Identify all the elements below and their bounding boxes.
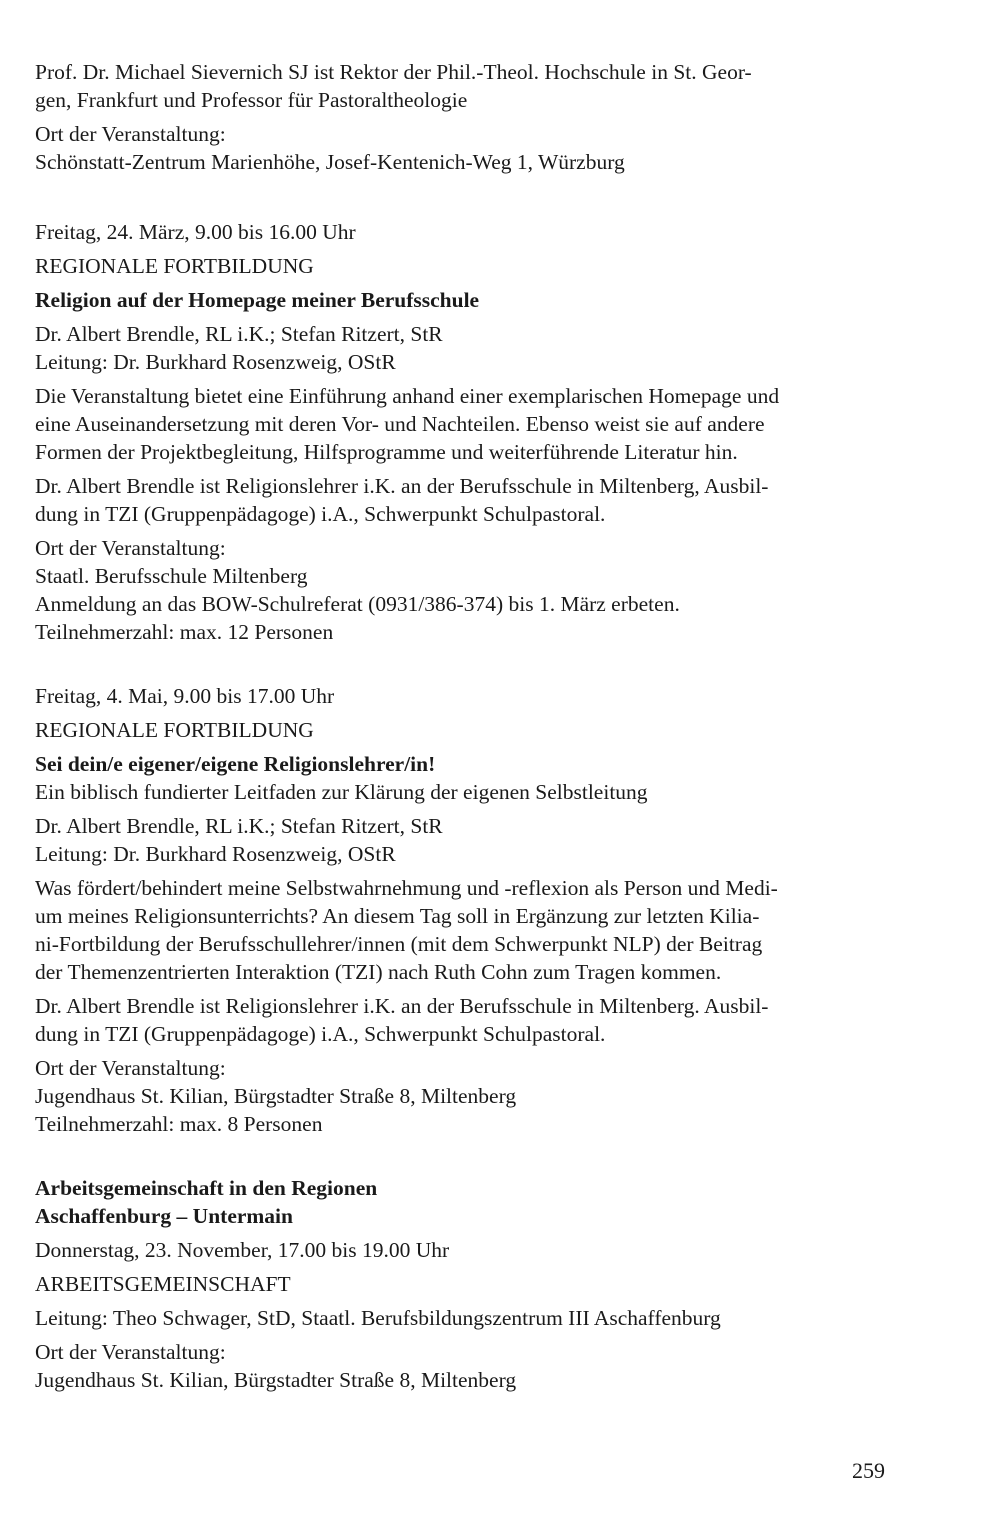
bio-line: Dr. Albert Brendle ist Religionslehrer i.K. an der Berufsschule in Miltenberg. Ausbil-	[35, 994, 769, 1018]
description-line: Was fördert/behindert meine Selbstwahrnehmung und -reflexion als Person und Medi-	[35, 876, 778, 900]
event-bio	[35, 472, 895, 528]
intro-bio-line: gen, Frankfurt und Professor für Pastoraltheologie	[35, 88, 468, 112]
event-date: Freitag, 24. März, 9.00 bis 16.00 Uhr	[35, 220, 356, 244]
event-leader: Leitung: Dr. Burkhard Rosenzweig, OStR	[35, 842, 396, 866]
event-description	[35, 382, 895, 466]
intro-bio-line: Prof. Dr. Michael Sievernich SJ ist Rektor der Phil.-Theol. Hochschule in St. Geor-	[35, 60, 752, 84]
bio-line: dung in TZI (Gruppenpädagoge) i.A., Schwerpunkt Schulpastoral.	[35, 1022, 606, 1046]
event-speakers: Dr. Albert Brendle, RL i.K.; Stefan Ritzert, StR	[35, 322, 443, 346]
venue-label: Ort der Veranstaltung:	[35, 536, 226, 560]
event-title: Religion auf der Homepage meiner Berufsschule	[35, 288, 480, 312]
intro-bio	[35, 58, 895, 114]
event-date: Freitag, 4. Mai, 9.00 bis 17.00 Uhr	[35, 684, 335, 708]
event-speakers: Dr. Albert Brendle, RL i.K.; Stefan Ritzert, StR	[35, 814, 443, 838]
event-leader: Leitung: Theo Schwager, StD, Staatl. Berufsbildungszentrum III Aschaffenburg	[35, 1306, 721, 1330]
venue-text: Staatl. Berufsschule Miltenberg	[35, 564, 308, 588]
section-heading-line: Arbeitsgemeinschaft in den Regionen	[35, 1176, 378, 1200]
section-heading-line: Aschaffenburg – Untermain	[35, 1204, 293, 1228]
event3	[35, 1236, 895, 1394]
registration-note: Anmeldung an das BOW-Schulreferat (0931/386-374) bis 1. März erbeten.	[35, 592, 680, 616]
description-line: Die Veranstaltung bietet eine Einführung anhand einer exemplarischen Homepage und	[35, 384, 780, 408]
event-category: ARBEITSGEMEINSCHAFT	[35, 1272, 291, 1296]
description-line: eine Auseinandersetzung mit deren Vor- und Nachteilen. Ebenso weist sie auf andere	[35, 412, 765, 436]
event-bio	[35, 992, 895, 1048]
description-line: Formen der Projektbegleitung, Hilfsprogramme und weiterführende Literatur hin.	[35, 440, 738, 464]
document-page	[35, 58, 895, 1400]
event1	[35, 218, 895, 646]
event-date: Donnerstag, 23. November, 17.00 bis 19.00 Uhr	[35, 1238, 450, 1262]
event-category: REGIONALE FORTBILDUNG	[35, 718, 314, 742]
venue-label: Ort der Veranstaltung:	[35, 122, 226, 146]
intro-venue	[35, 120, 895, 176]
participants-note: Teilnehmerzahl: max. 8 Personen	[35, 1112, 323, 1136]
venue-label: Ort der Veranstaltung:	[35, 1056, 226, 1080]
participants-note: Teilnehmerzahl: max. 12 Personen	[35, 620, 334, 644]
venue-label: Ort der Veranstaltung:	[35, 1340, 226, 1364]
bio-line: Dr. Albert Brendle ist Religionslehrer i.K. an der Berufsschule in Miltenberg, Ausbil-	[35, 474, 769, 498]
event2	[35, 682, 895, 1138]
page-number: 259	[852, 1458, 885, 1483]
description-line: der Themenzentrierten Interaktion (TZI) nach Ruth Cohn zum Tragen kommen.	[35, 960, 722, 984]
event-subtitle: Ein biblisch fundierter Leitfaden zur Klärung der eigenen Selbstleitung	[35, 780, 648, 804]
bio-line: dung in TZI (Gruppenpädagoge) i.A., Schwerpunkt Schulpastoral.	[35, 502, 606, 526]
description-line: um meines Religionsunterrichts? An diesem Tag soll in Ergänzung zur letzten Kilia-	[35, 904, 760, 928]
venue-text: Jugendhaus St. Kilian, Bürgstadter Straße 8, Miltenberg	[35, 1368, 517, 1392]
venue-text: Jugendhaus St. Kilian, Bürgstadter Straße 8, Miltenberg	[35, 1084, 517, 1108]
section-heading	[35, 1174, 895, 1230]
event-description	[35, 874, 895, 986]
event-leader: Leitung: Dr. Burkhard Rosenzweig, OStR	[35, 350, 396, 374]
event-category: REGIONALE FORTBILDUNG	[35, 254, 314, 278]
event-title: Sei dein/e eigener/eigene Religionslehrer/in!	[35, 752, 436, 776]
venue-text: Schönstatt-Zentrum Marienhöhe, Josef-Kentenich-Weg 1, Würzburg	[35, 150, 625, 174]
description-line: ni-Fortbildung der Berufsschullehrer/innen (mit dem Schwerpunkt NLP) der Beitrag	[35, 932, 763, 956]
